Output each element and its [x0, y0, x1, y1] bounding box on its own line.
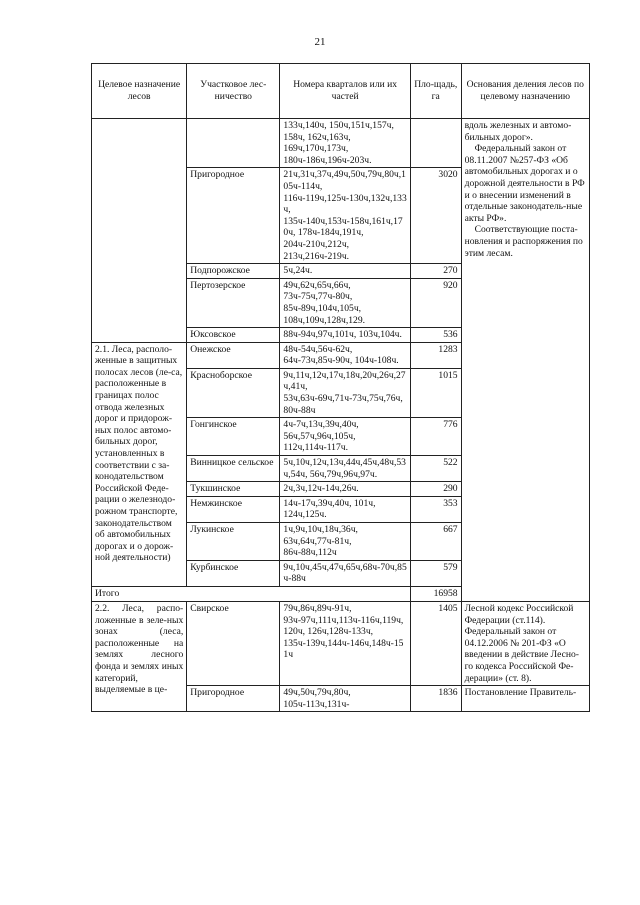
area-cell: 1836 [410, 686, 461, 712]
bases-text: Соответствующие поста-новления и распоряжения по этим лесам. [464, 224, 583, 259]
header-quarters: Номера кварталов или их частей [280, 64, 410, 119]
total-area: 16958 [410, 586, 461, 601]
area-cell: 1015 [410, 368, 461, 417]
area-cell: 1405 [410, 601, 461, 685]
forestry-cell: Пригородное [187, 168, 280, 264]
table-row [92, 601, 590, 685]
quarters-cell: 2ч,3ч,12ч-14ч,26ч. [280, 482, 410, 497]
bases-text: Лесной кодекс Российской Федерации (ст.114). [464, 602, 574, 626]
forestry-cell: Свирское [187, 601, 280, 685]
header-bases: Основания деления лесов по целевому назначению [461, 64, 589, 119]
forestry-cell [187, 119, 280, 168]
forestry-cell: Юксовское [187, 328, 280, 343]
forestry-cell: Винницкое сельское [187, 456, 280, 482]
forestry-cell: Тукшинское [187, 482, 280, 497]
area-cell: 776 [410, 418, 461, 456]
purpose-cell-2-1: 2.1. Леса, располо-женные в защитных полосах лесов (ле-са, расположенные в границах полос отвода железных дорог и придорож-ных полос автомо-бильных дорог, установленных в соответствии с за-конодательством Российской Феде-рации о железнодо-рожном транспорте, законодательством об автомобильных дорогах и о дорож-ной деятельности) [92, 342, 187, 586]
forest-purpose-table [91, 63, 590, 712]
quarters-cell: 133ч,140ч, 150ч,151ч,157ч, 158ч, 162ч,163ч, 169ч,170ч,173ч, 180ч-186ч,196ч-203ч. [280, 119, 410, 168]
area-cell: 1283 [410, 342, 461, 368]
area-cell: 290 [410, 482, 461, 497]
forestry-cell: Красноборское [187, 368, 280, 417]
area-cell: 3020 [410, 168, 461, 264]
header-forestry: Участковое лес-ничество [187, 64, 280, 119]
header-purpose: Целевое назначение лесов [92, 64, 187, 119]
area-cell: 353 [410, 496, 461, 522]
forestry-cell: Лукинское [187, 523, 280, 561]
bases-text: вдоль железных и автомо-бильных дорог». [464, 120, 572, 143]
quarters-cell: 9ч,11ч,12ч,17ч,18ч,20ч,26ч,27ч,41ч, 53ч,63ч-69ч,71ч-73ч,75ч,76ч,80ч-88ч [280, 368, 410, 417]
quarters-cell: 9ч,10ч,45ч,47ч,65ч,68ч-70ч,85ч-88ч [280, 560, 410, 586]
forestry-cell: Пертозерское [187, 278, 280, 327]
quarters-cell: 4ч-7ч,13ч,39ч,40ч, 56ч,57ч,96ч,105ч, 112ч,114ч-117ч. [280, 418, 410, 456]
quarters-cell: 5ч,10ч,12ч,13ч,44ч,45ч,48ч,53ч,54ч, 56ч,79ч,96ч,97ч. [280, 456, 410, 482]
area-cell: 920 [410, 278, 461, 327]
bases-text: Федеральный закон от 08.11.2007 №257-ФЗ «Об автомобильных дорогах и о дорожной деятельности в РФ и о внесении изменений в отдельные законодатель-ные акты РФ». [464, 143, 585, 224]
table-header-row [92, 64, 590, 119]
bases-cell-continued [461, 119, 589, 602]
quarters-cell: 79ч,86ч,89ч-91ч, 93ч-97ч,111ч,113ч-116ч,119ч,120ч, 126ч,128ч-133ч, 135ч-139ч,144ч-146ч,148ч-151ч [280, 601, 410, 685]
table-row [92, 119, 590, 168]
total-label: Итого [92, 586, 411, 601]
quarters-cell: 21ч,31ч,37ч,49ч,50ч,79ч,80ч,105ч-114ч, 116ч-119ч,125ч-130ч,132ч,133ч, 135ч-140ч,153ч-158ч,161ч,170ч, 178ч-184ч,191ч, 204ч-210ч,212ч, 213ч,216ч-219ч. [280, 168, 410, 264]
quarters-cell: 48ч-54ч,56ч-62ч, 64ч-73ч,85ч-90ч, 104ч-108ч. [280, 342, 410, 368]
area-cell: 536 [410, 328, 461, 343]
forestry-cell: Пригородное [187, 686, 280, 712]
bases-cell-2-2-cont: Постановление Правитель- [461, 686, 589, 712]
quarters-cell: 49ч,50ч,79ч,80ч, 105ч-113ч,131ч- [280, 686, 410, 712]
header-area: Пло-щадь, га [410, 64, 461, 119]
purpose-cell-2-2: 2.2. Леса, распо-ложенные в зеле-ных зонах (леса, расположенные на землях лесного фонда и землях иных категорий, выделяемые в це- [92, 601, 187, 711]
forestry-cell: Онежское [187, 342, 280, 368]
quarters-cell: 49ч,62ч,65ч,66ч, 73ч-75ч,77ч-80ч, 85ч-89ч,104ч,105ч, 108ч,109ч,128ч,129. [280, 278, 410, 327]
forestry-cell: Курбинское [187, 560, 280, 586]
forestry-cell: Подпорожское [187, 264, 280, 279]
area-cell: 270 [410, 264, 461, 279]
quarters-cell: 5ч,24ч. [280, 264, 410, 279]
area-cell: 579 [410, 560, 461, 586]
quarters-cell: 88ч-94ч,97ч,101ч, 103ч,104ч. [280, 328, 410, 343]
bases-cell-2-2 [461, 601, 589, 685]
page-number: 21 [314, 36, 326, 48]
bases-text: Федеральный закон от 04.12.2006 № 201-ФЗ «О введении в действие Лесно-го кодекса Российской Фе-дерации» (ст. 8). [464, 626, 579, 684]
area-cell: 522 [410, 456, 461, 482]
forestry-cell: Немжинское [187, 496, 280, 522]
purpose-cell-continued [92, 119, 187, 343]
area-cell: 667 [410, 523, 461, 561]
area-cell [410, 119, 461, 168]
quarters-cell: 1ч,9ч,10ч,18ч,36ч, 63ч,64ч,77ч-81ч, 86ч-88ч,112ч [280, 523, 410, 561]
forestry-cell: Гонгинское [187, 418, 280, 456]
quarters-cell: 14ч-17ч,39ч,40ч, 101ч, 124ч,125ч. [280, 496, 410, 522]
